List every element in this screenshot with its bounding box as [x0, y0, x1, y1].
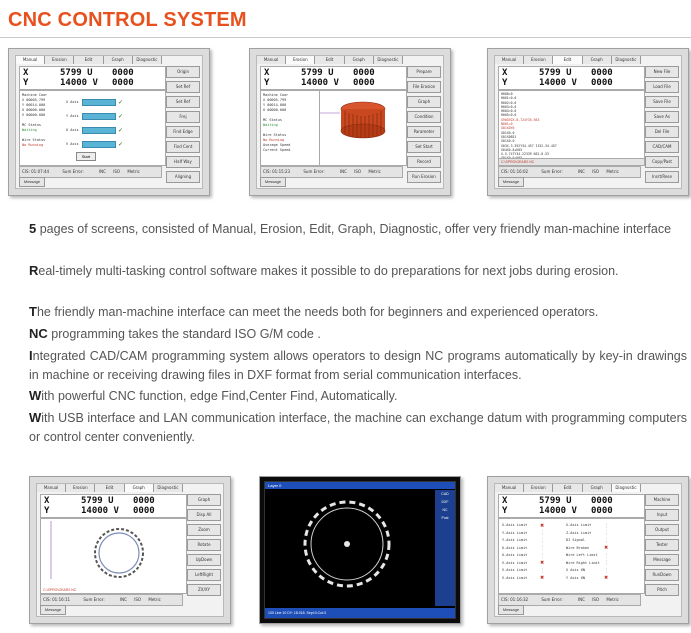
- axis-row: V Axis ✓: [66, 141, 124, 148]
- screenshot-erosion: [249, 48, 451, 196]
- paragraph: Integrated CAD/CAM programming system allows operators to design NC programs automatically by key-in drawings in machine or receiving drawing files in DXF format from serial communication interfaces.: [29, 348, 687, 382]
- tab-erosion: Erosion: [45, 56, 74, 64]
- alarm-icon: ✖: [540, 560, 545, 567]
- graph-button: Graph: [407, 96, 441, 108]
- tab-bar: [37, 484, 183, 492]
- machine-button: Machine: [645, 494, 679, 506]
- message-button: Message: [40, 605, 66, 615]
- io-panel: [498, 518, 645, 594]
- dots-icon: ⋮: [604, 552, 609, 559]
- graph-button: Graph: [187, 494, 221, 506]
- io-row: Y-Axis Limit ⋮ Z-Axis Limit ⋮: [502, 530, 609, 537]
- dots-icon: ⋮: [604, 560, 609, 567]
- axis-bar: [82, 127, 116, 134]
- zoom-button: Zoom: [187, 524, 221, 536]
- status-bar: CIS: 01:16:11 Sum Error: INC ISO Metric: [40, 594, 183, 606]
- alarm-icon: ✖: [604, 545, 609, 552]
- tab-bar: [257, 56, 403, 64]
- tab-diagnostic: Diagnostic: [374, 56, 403, 64]
- status-bar: CIS: 01:15:23 Sum Error: INC ISO Metric: [260, 166, 403, 178]
- message-button: Message: [19, 177, 45, 187]
- paragraph: NC programming takes the standard ISO G/M code .: [29, 326, 321, 341]
- axis-row: U Axis ✓: [66, 127, 124, 134]
- prepare-button: Prepare: [407, 66, 441, 78]
- file-path: C:\SPRO\GEAR2.NC: [43, 588, 77, 592]
- dots-icon: ⋮: [540, 567, 545, 574]
- code-editor: H000=0 H001=0.0 H002=0.0 H003=0.0 H004=0.0 H005=0.0 G90G92X-8.724Y35.563 N001=0 G01X0Y0 G01X0.0 G01X0B31 G01X0.0 G03X-3.392Y34.457 I152-34.457 G04X0.8+K05 X-5.747Y34.22339 K62-0.53 C:\SPRO\GEAR2.NC: [498, 90, 645, 166]
- output-button: Output: [645, 524, 679, 536]
- half-way-button: Half Way: [166, 156, 200, 168]
- coordinate-display: X 5799 U 0000 Y 14000 V 0000: [40, 494, 187, 518]
- io-row: X-Axis Limit ✖ X-Axis Limit ⋮: [502, 522, 609, 529]
- status-bar: CIS: 01:16:32 Sum Error: INC ISO Metric: [498, 594, 641, 606]
- tab-manual: Manual: [16, 56, 45, 64]
- check-icon: ✓: [118, 127, 124, 134]
- message-button: Message: [498, 605, 524, 615]
- io-row: V-Axis Limit ✖ Wire Right Limit ⋮: [502, 560, 609, 567]
- dots-icon: ⋮: [604, 567, 609, 574]
- screenshot-diagnostic: [487, 476, 689, 624]
- new-file-button: New File: [645, 66, 679, 78]
- dots-icon: ⋮: [604, 522, 609, 529]
- message-button: Message: [498, 177, 524, 187]
- dots-icon: ⋮: [540, 545, 545, 552]
- erosion-info-panel: Machine Coor X 00005.799 Y 00014.000 U 00000.000 MC Status Waiting Wire Status No Running Average Speed Current Speed: [260, 90, 322, 166]
- gear-3d-icon: [320, 91, 406, 151]
- side-button-column: [645, 66, 679, 178]
- tab-diagnostic: Diagnostic: [154, 484, 183, 492]
- dots-icon: ⋮: [540, 552, 545, 559]
- io-row: U-Axis Limit ⋮ Wire Left Limit ⋮: [502, 552, 609, 559]
- tab-edit: Edit: [315, 56, 344, 64]
- tab-diagnostic: Diagnostic: [612, 484, 641, 492]
- coordinate-display: X 5799 U 0000 Y 14000 V 0000: [260, 66, 407, 90]
- tab-erosion: Erosion: [524, 56, 553, 64]
- aligning-button: Aligning: [166, 171, 200, 183]
- find-edge-button: Find Edge: [166, 126, 200, 138]
- tab-diagnostic: Diagnostic: [612, 56, 641, 64]
- paragraph: The friendly man-machine interface can meet the needs both for beginners and experienced operators.: [29, 304, 599, 319]
- machine-info: Machine Coor X 00005.799 Y 00014.000 U 00000.000 V 00000.000 MC Status Waiting Wire Status No Running: [22, 93, 48, 147]
- tab-bar: [495, 56, 641, 64]
- load-file-button: Load File: [645, 81, 679, 93]
- graph-panel: [40, 518, 187, 594]
- tab-graph: Graph: [125, 484, 154, 492]
- manual-panel: [19, 90, 166, 166]
- tab-graph: Graph: [104, 56, 133, 64]
- paragraph: 5 pages of screens, consisted of Manual, Erosion, Edit, Graph, Diagnostic, offer very friendly man-machine interface: [29, 221, 672, 236]
- tab-diagnostic: Diagnostic: [133, 56, 162, 64]
- coordinate-display: [19, 66, 166, 90]
- tab-manual: Manual: [495, 56, 524, 64]
- alarm-icon: ✖: [604, 575, 609, 582]
- paragraph: With USB interface and LAN communication interface, the machine can exchange datum with programming computers or control center conveniently.: [29, 410, 687, 444]
- axis-bar: [82, 99, 116, 106]
- check-icon: ✓: [118, 141, 124, 148]
- save-file-button: Save File: [645, 96, 679, 108]
- check-icon: ✓: [118, 113, 124, 120]
- paragraph: Real-timely multi-tasking control software makes it possible to do preparations for next jobs during erosion.: [29, 263, 619, 278]
- alarm-icon: ✖: [540, 575, 545, 582]
- del-file-button: Del File: [645, 126, 679, 138]
- parameter-button: Parameter: [407, 126, 441, 138]
- file-erosion-button: File Erosion: [407, 81, 441, 93]
- file-path: C:\SPRO\GEAR2.NC: [499, 158, 644, 165]
- paragraph: With powerful CNC function, edge Find,Center Find, Automatically.: [29, 388, 398, 403]
- cad-titlebar: Layer 0: [265, 482, 455, 489]
- axis-row: Y Axis ✓: [66, 113, 124, 120]
- message-button: Message: [260, 177, 286, 187]
- rotate-button: Rotate: [187, 539, 221, 551]
- tab-graph: Graph: [345, 56, 374, 64]
- condition-button: Condition: [407, 111, 441, 123]
- set-ref-button: Set Ref: [166, 81, 200, 93]
- erosion-graph-panel: [319, 90, 407, 166]
- insert-reset-button: Insrt/Rese: [645, 171, 679, 183]
- record-button: Record: [407, 156, 441, 168]
- tab-edit: Edit: [553, 484, 582, 492]
- title-divider: [0, 37, 691, 38]
- tab-graph: Graph: [583, 484, 612, 492]
- gear-outline-icon: [41, 519, 186, 589]
- x-count: 0000: [112, 68, 134, 78]
- side-button-column: [645, 494, 679, 606]
- find-cent-button: Find Cent: [166, 141, 200, 153]
- tab-erosion: Erosion: [286, 56, 315, 64]
- cad-side-panel: CAD DXF NC Post: [435, 490, 455, 606]
- coordinate-display: X 5799 U 0000 Y 14000 V 0000: [498, 66, 645, 90]
- disp-all-button: Disp All: [187, 509, 221, 521]
- dots-icon: ⋮: [540, 537, 545, 544]
- cad-command-line: 100 Line 10 DY: 18.018. Sept:0.Cut:3: [265, 608, 455, 618]
- y-count: 0000: [112, 78, 134, 88]
- input-button: Input: [645, 509, 679, 521]
- tab-edit: Edit: [553, 56, 582, 64]
- side-button-column: [407, 66, 441, 178]
- message-side-button: Message: [645, 554, 679, 566]
- axis-bar: [82, 113, 116, 120]
- tab-erosion: Erosion: [66, 484, 95, 492]
- io-row: V-Axis Limit ✖ Y Axis ON ✖: [502, 575, 609, 582]
- leftright-button: LeftRight: [187, 569, 221, 581]
- updown-button: UpDown: [187, 554, 221, 566]
- status-bar: CIS: 01:07:44 Sum Error: INC ISO Metric: [19, 166, 162, 178]
- axis-bar: [82, 141, 116, 148]
- tab-graph: Graph: [583, 56, 612, 64]
- side-button-column: [187, 494, 221, 606]
- tab-manual: Manual: [37, 484, 66, 492]
- frej-button: Frej: [166, 111, 200, 123]
- io-row: Y-Axis Limit ⋮ DI Signal ⋮: [502, 537, 609, 544]
- set-start-button: Set Start: [407, 141, 441, 153]
- screenshot-manual: [8, 48, 210, 196]
- gear-drawing-icon: [277, 494, 417, 594]
- tab-manual: Manual: [257, 56, 286, 64]
- side-button-column: [166, 66, 200, 178]
- save-as-button: Save As: [645, 111, 679, 123]
- pitch-button: Pitch: [645, 584, 679, 596]
- x-axis-label: X: [23, 68, 29, 78]
- set-ref-button: Set Ref: [166, 96, 200, 108]
- io-row: U-Axis Limit ⋮ Wire Broken ✖: [502, 545, 609, 552]
- screenshot-edit: [487, 48, 689, 196]
- dots-icon: ⋮: [604, 530, 609, 537]
- tab-erosion: Erosion: [524, 484, 553, 492]
- tab-bar: [495, 484, 641, 492]
- start-button: Start: [76, 152, 96, 161]
- page-title: CNC CONTROL SYSTEM: [8, 9, 247, 31]
- screenshot-graph: [29, 476, 231, 624]
- screenshot-cad: [259, 476, 461, 624]
- cad-cam-button: CAD/CAM: [645, 141, 679, 153]
- tab-bar: [16, 56, 162, 64]
- origin-button: Origin: [166, 66, 200, 78]
- alarm-icon: ✖: [540, 522, 545, 529]
- dots-icon: ⋮: [604, 537, 609, 544]
- axis-row: X Axis ✓: [66, 99, 124, 106]
- io-row: V-Axis Limit ⋮ X Axis ON ⋮: [502, 567, 609, 574]
- check-icon: ✓: [118, 99, 124, 106]
- run-erosion-button: Run Erosion: [407, 171, 441, 183]
- status-bar: CIS: 01:16:02 Sum Error: INC ISO Metric: [498, 166, 641, 178]
- tab-manual: Manual: [495, 484, 524, 492]
- dots-icon: ⋮: [540, 530, 545, 537]
- tab-edit: Edit: [74, 56, 103, 64]
- y-axis-label: Y: [23, 78, 29, 88]
- copy-past-button: Copy/Past: [645, 156, 679, 168]
- zx-xy-button: ZX/XY: [187, 584, 221, 596]
- y-value: 14000 V: [60, 78, 98, 88]
- x-value: 5799 U: [60, 68, 93, 78]
- coordinate-display: X 5799 U 0000 Y 14000 V 0000: [498, 494, 645, 518]
- tab-edit: Edit: [95, 484, 124, 492]
- tester-button: Tester: [645, 539, 679, 551]
- rundown-button: RunDown: [645, 569, 679, 581]
